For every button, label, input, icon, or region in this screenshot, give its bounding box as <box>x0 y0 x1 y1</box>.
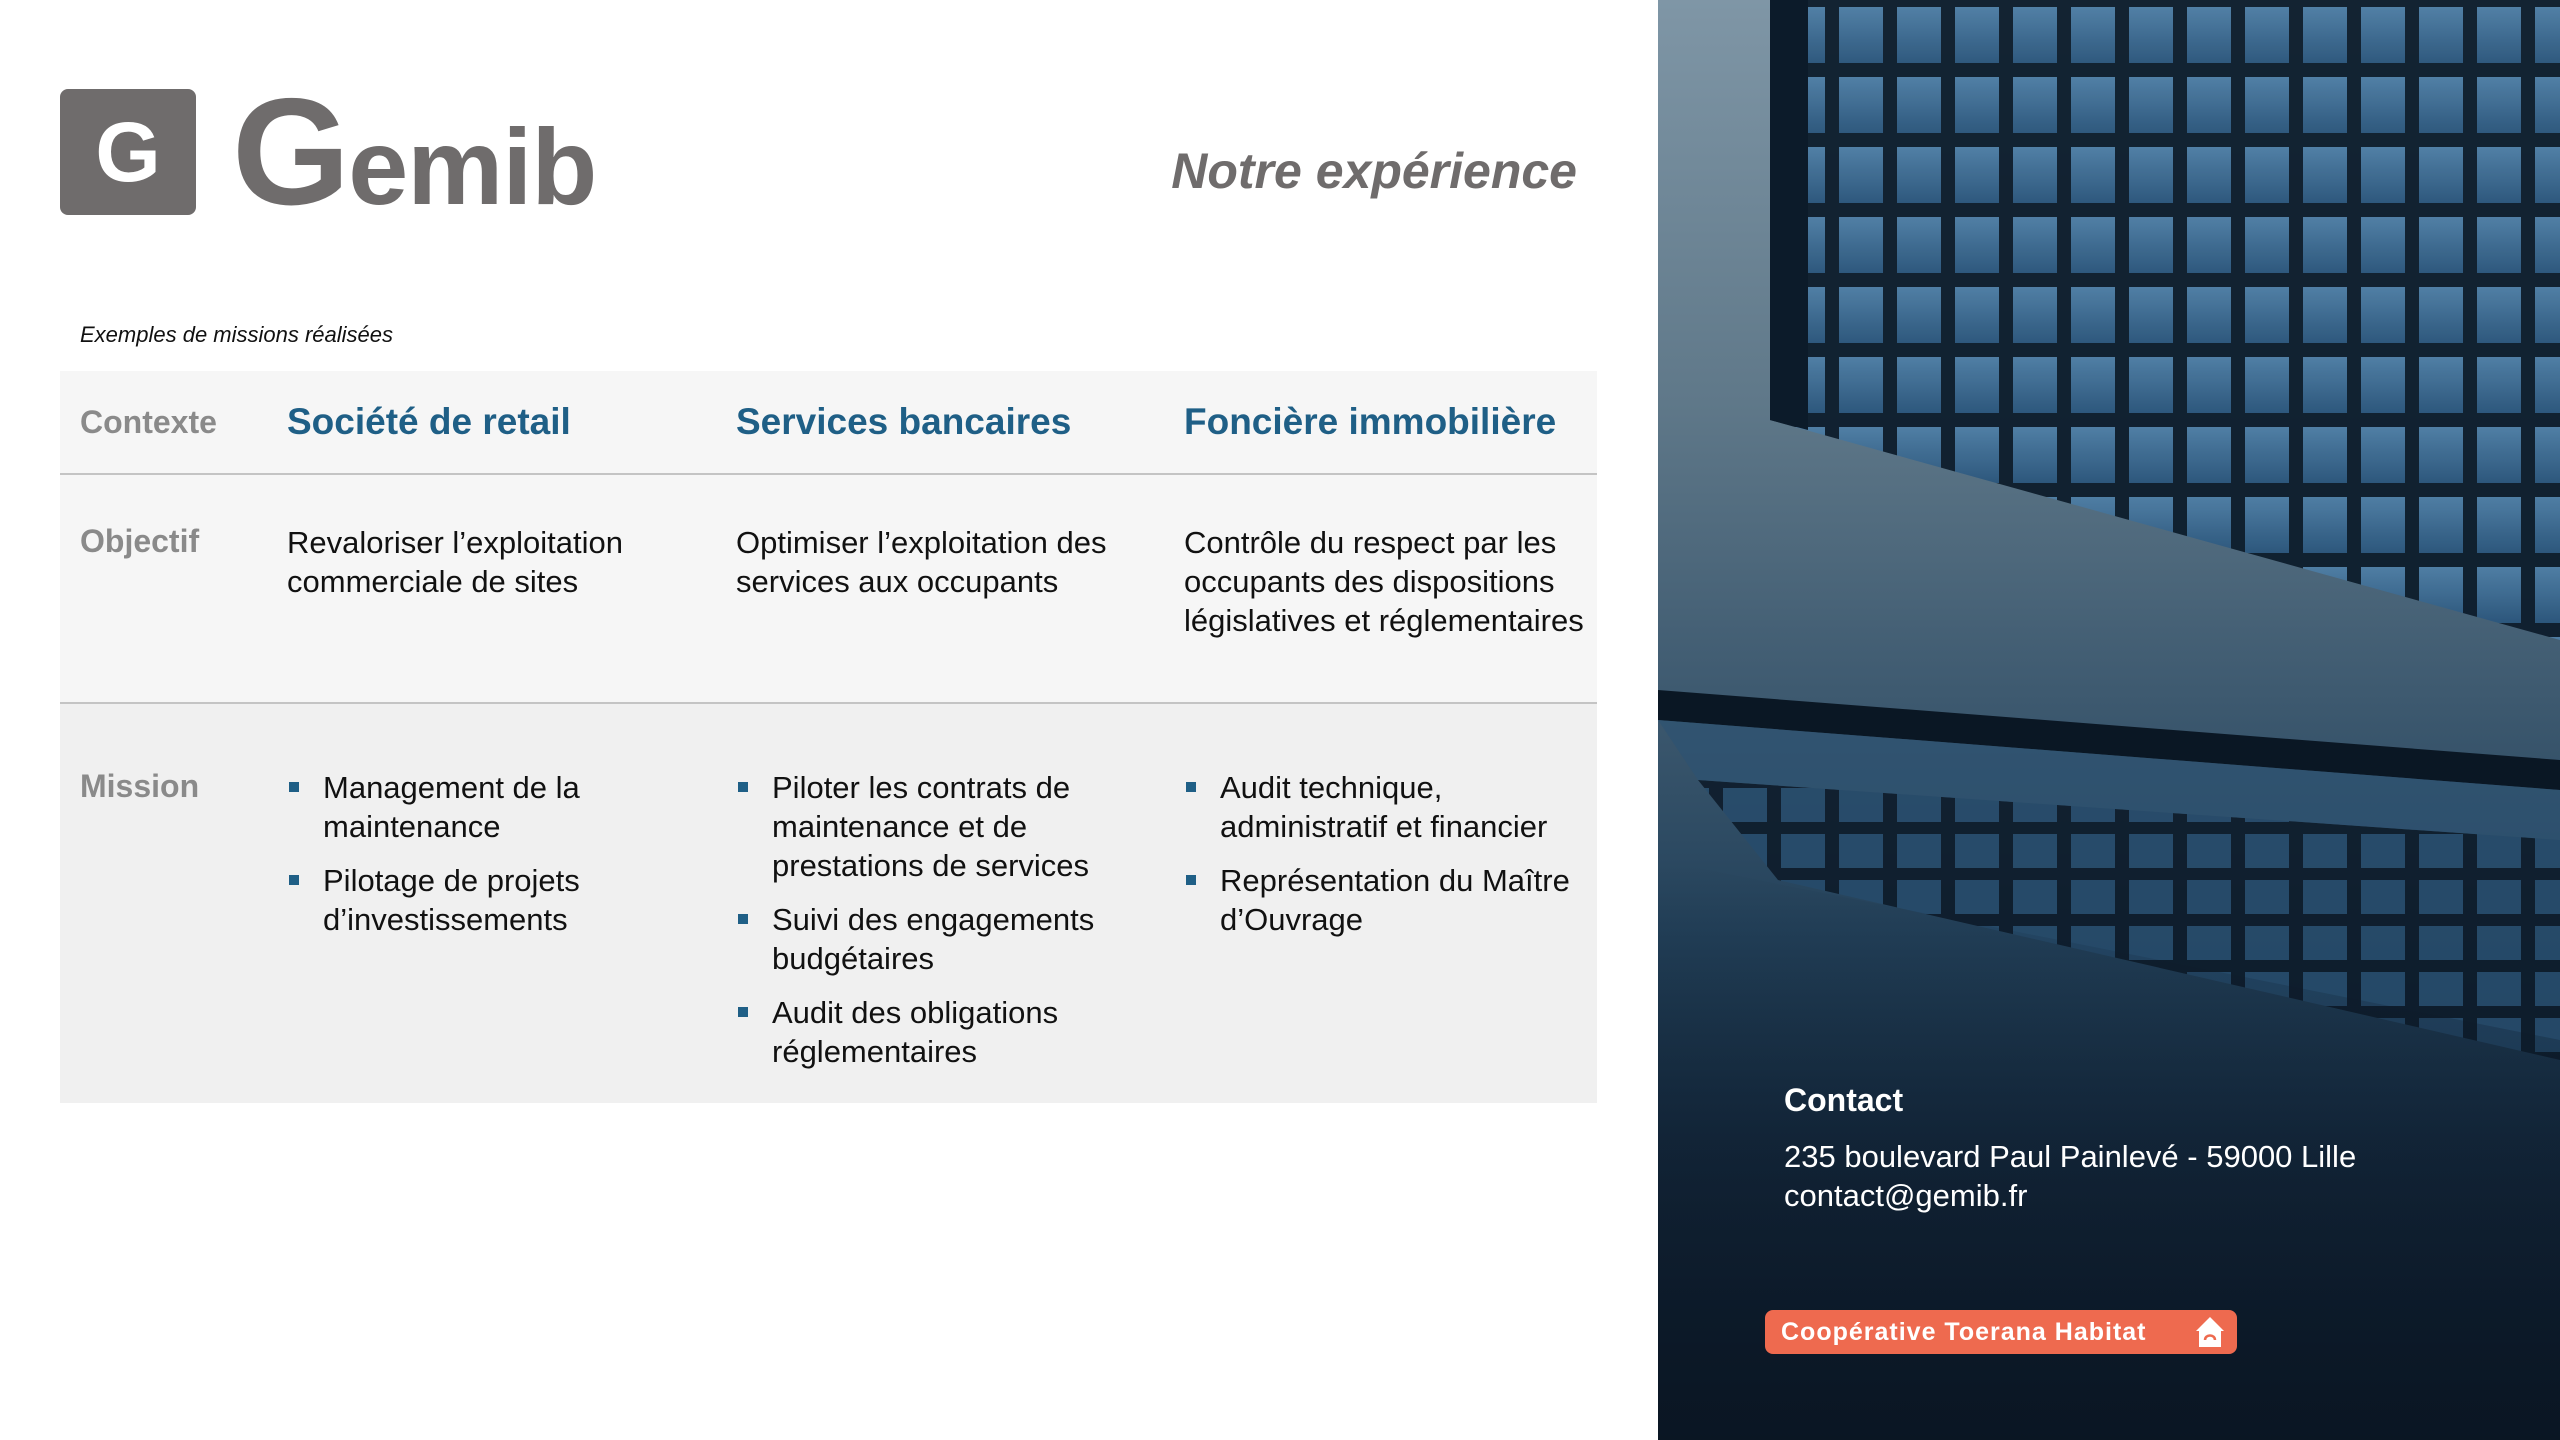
table-caption: Exemples de missions réalisées <box>80 322 394 347</box>
table-header-row <box>60 371 1597 475</box>
objectif-cell-retail: Revaloriser l’exploitation commerciale de sites <box>287 525 623 599</box>
list-item: Suivi des engagements budgétaires <box>736 900 1184 978</box>
list-item: Audit des obligations réglementaires <box>736 993 1184 1071</box>
cooperative-badge[interactable] <box>1765 1310 2237 1354</box>
table-row-objectif <box>60 475 1597 704</box>
column-title-fonciere: Foncière immobilière <box>1184 401 1557 442</box>
gemib-logo <box>60 67 597 237</box>
building-facade-illustration <box>1658 0 2560 1440</box>
contact-block <box>1784 1082 2356 1215</box>
column-title-bancaires: Services bancaires <box>736 401 1072 442</box>
list-item: Audit technique, administratif et financier <box>1184 768 1617 846</box>
section-title: Notre expérience <box>1171 143 1577 199</box>
logo-word-rest: emib <box>348 106 597 227</box>
experience-table <box>60 371 1597 1103</box>
mission-list-fonciere <box>1184 768 1617 1103</box>
objectif-cell-bancaires: Optimiser l’exploitation des services aux occupants <box>736 525 1107 599</box>
contact-address: 235 boulevard Paul Painlevé - 59000 Lille <box>1784 1139 2357 1174</box>
row-label-contexte: Contexte <box>80 403 217 440</box>
contact-email-link[interactable]: contact@gemib.fr <box>1784 1178 2028 1213</box>
list-item: Piloter les contrats de maintenance et de prestations de services <box>736 768 1184 885</box>
logo-wordmark <box>232 67 597 237</box>
table-row-mission <box>60 704 1597 1103</box>
column-title-retail: Société de retail <box>287 401 571 442</box>
row-label-mission: Mission <box>80 768 200 804</box>
list-item: Pilotage de projets d’investissements <box>287 861 736 939</box>
mission-list-bancaires <box>736 768 1184 1103</box>
list-item: Représentation du Maître d’Ouvrage <box>1184 861 1617 939</box>
building-photo <box>1658 0 2560 1440</box>
logo-mark: G <box>60 89 196 215</box>
row-label-objectif: Objectif <box>80 523 200 559</box>
mission-list-retail <box>287 768 736 1103</box>
objectif-cell-fonciere: Contrôle du respect par les occupants des dispositions législatives et réglementaires <box>1184 525 1584 638</box>
list-item: Management de la maintenance <box>287 768 736 846</box>
house-icon <box>2193 1314 2227 1350</box>
cooperative-badge-label: Coopérative Toerana Habitat <box>1781 1317 2147 1346</box>
contact-title: Contact <box>1784 1082 1904 1118</box>
logo-word-initial: G <box>232 67 349 237</box>
